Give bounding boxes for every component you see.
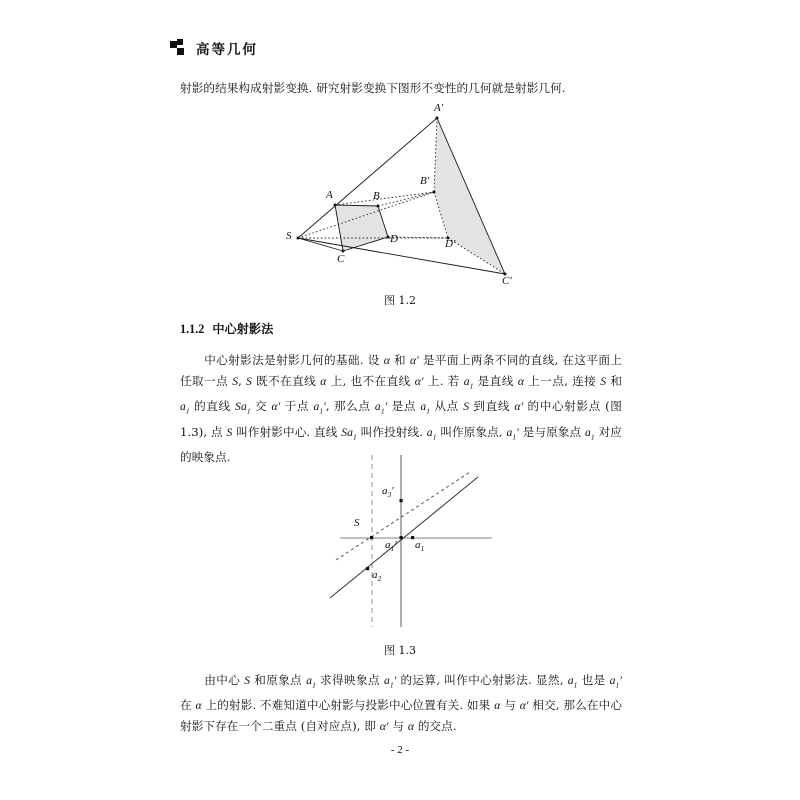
p2-run-27: $a_1'$	[374, 400, 388, 416]
p3-run-3: $a_1$	[306, 674, 316, 690]
p2-run-10: 上, 也不在直线	[326, 374, 415, 388]
fig13-label-a1: $a_1$	[415, 539, 425, 554]
fig12-label-B-prime: B′	[420, 175, 430, 187]
p3-run-10: 在	[180, 698, 196, 713]
p2-run-28: 是点	[387, 399, 421, 414]
figure-1-3	[310, 455, 520, 635]
line-alpha-prime	[336, 472, 470, 560]
p2-run-17: S	[600, 375, 607, 388]
p2-run-1: α	[383, 354, 390, 367]
intro-paragraph: 射影的结果构成射影变换. 研究射影变换下图形不变性的几何就是射影几何.	[180, 81, 566, 95]
fig12-label-B: B	[373, 190, 380, 202]
fig13-label-a1-prime: $a_1'$	[385, 539, 397, 554]
paragraph-projection-method	[180, 670, 622, 737]
p2-run-38: 叫作投射线.	[356, 424, 427, 439]
p2-run-18: 和	[606, 374, 623, 388]
p2-run-4: 是平面上两条不同的直线, 在这平面上任取一点	[180, 353, 622, 388]
p2-run-9: α	[320, 375, 327, 388]
p3-run-1: S	[244, 674, 251, 687]
p2-run-40: 叫作原象点,	[436, 424, 507, 439]
running-header	[170, 38, 258, 58]
p2-run-29: $a_1$	[420, 400, 431, 416]
p2-run-5: S	[232, 375, 239, 388]
fig12-label-A: A	[326, 189, 333, 201]
p2-run-24: 于点	[280, 399, 314, 414]
p3-run-4: 求得映象点	[315, 673, 384, 687]
p2-run-7: S	[246, 375, 252, 388]
p2-run-23: α′	[271, 400, 281, 414]
p2-run-22: 交	[250, 399, 272, 414]
checkered-squares-icon	[170, 39, 188, 57]
p2-run-12: 上. 若	[423, 374, 464, 388]
p2-run-19: $a_1$	[180, 400, 190, 416]
p2-run-8: 既不在直线	[251, 374, 321, 388]
fig12-label-D: D	[390, 233, 398, 245]
p3-run-2: 和原象点	[250, 673, 307, 687]
p3-run-13: α	[494, 699, 501, 713]
p2-run-0: 中心射影法是射影几何的基础. 设	[204, 353, 384, 367]
p3-run-14: 与	[500, 698, 520, 713]
p3-run-16: 相交, 那么在中心射影下存在一个二重点 (自对应点), 即	[180, 698, 623, 734]
p3-run-7: $a_1$	[567, 674, 578, 690]
p3-run-11: α	[195, 699, 202, 713]
p2-run-35: S	[226, 425, 233, 439]
p2-run-33: α′	[514, 400, 524, 414]
p2-run-14: 是直线	[473, 374, 518, 388]
fig13-label-a2: $a_2$	[372, 569, 382, 584]
p2-run-36: 叫作射影中心. 直线	[232, 424, 342, 439]
p2-run-44: 对应的映象点.	[180, 424, 622, 464]
figure-1-2	[270, 102, 540, 290]
p3-run-12: 上的射影. 不难知道中心射影与投影中心位置有关. 如果	[201, 698, 495, 713]
paragraph-central-projection	[180, 350, 622, 467]
p3-run-0: 由中心	[204, 673, 245, 687]
p2-run-6: ,	[238, 374, 247, 388]
p2-run-34: 的中心射影点 (图 1.3), 点	[180, 399, 622, 439]
p2-run-32: 到直线	[469, 399, 515, 414]
figure-1-2-drawing	[270, 105, 540, 290]
p3-run-18: 与	[388, 719, 408, 734]
p3-run-8: 也是	[577, 673, 610, 687]
p2-run-15: α	[517, 375, 525, 388]
p2-run-39: $a_1$	[426, 425, 437, 441]
page-number: - 2 -	[390, 744, 410, 756]
fig13-label-a3-prime: $a_3'$	[382, 485, 394, 500]
p3-run-9: $a_1'$	[609, 674, 622, 690]
fig12-label-A-prime: A′	[434, 102, 444, 114]
fig13-label-S: S	[354, 517, 360, 529]
p2-run-2: 和	[389, 353, 411, 367]
p3-run-6: 的运算, 叫作中心射影法. 显然,	[396, 673, 568, 687]
p3-run-19: α	[407, 720, 415, 734]
fig12-label-D-prime: D′	[445, 238, 456, 250]
figure-1-2-caption: 图 1.2	[384, 294, 416, 307]
section-number: 1.1.2	[180, 322, 205, 336]
p2-run-37: $Sa_1$	[341, 425, 357, 441]
fig12-label-C-prime: C′	[502, 275, 512, 287]
p2-run-31: S	[463, 400, 470, 414]
p2-run-3: α′	[410, 354, 419, 367]
p2-run-26: , 那么点	[325, 399, 375, 414]
p2-run-20: 的直线	[189, 399, 236, 414]
p2-run-42: 是与原象点	[518, 424, 586, 439]
p2-run-41: $a_1'$	[506, 425, 519, 441]
section-title: 中心射影法	[212, 322, 274, 336]
p2-run-25: $a_1'$	[313, 400, 326, 416]
p3-run-15: α′	[519, 699, 529, 713]
fig12-label-S: S	[286, 230, 292, 242]
p2-run-30: 从点	[430, 399, 464, 414]
p2-run-13: $a_1$	[463, 375, 474, 391]
figure-1-3-caption: 图 1.3	[384, 644, 416, 657]
p2-run-21: $Sa_1$	[235, 400, 251, 416]
p2-run-16: 上一点, 连接	[524, 374, 601, 388]
p2-run-43: $a_1$	[585, 425, 595, 441]
p3-run-17: α′	[379, 720, 389, 734]
p3-run-20: 的交点.	[414, 719, 457, 734]
header-title: 高等几何	[196, 42, 258, 58]
p2-run-11: α′	[414, 375, 424, 388]
section-heading	[180, 320, 273, 337]
fig12-label-C: C	[337, 253, 345, 265]
p3-run-5: $a_1'$	[384, 674, 397, 690]
